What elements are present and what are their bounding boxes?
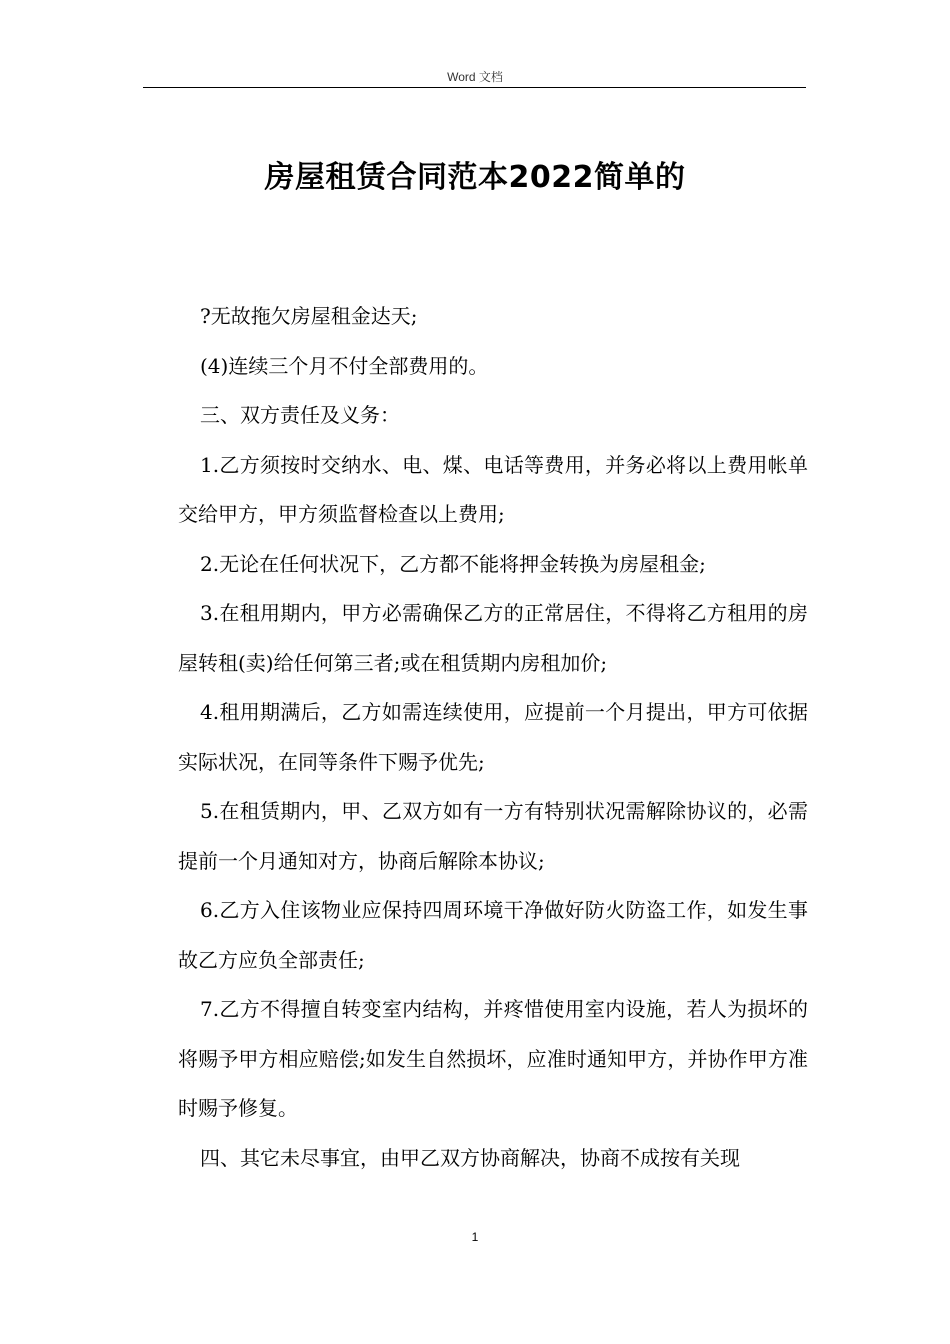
paragraph: (4)连续三个月不付全部费用的。 [200, 353, 489, 378]
header-divider [143, 87, 806, 88]
paragraph: 6.乙方入住该物业应保持四周环境干净做好防火防盗工作，如发生事故乙方应负全部责任; [178, 898, 808, 972]
page-number: 1 [471, 1230, 479, 1244]
page-header: Word 文档 [447, 70, 503, 84]
paragraph: 四、其它未尽事宜，由甲乙双方协商解决，协商不成按有关现 [200, 1145, 740, 1170]
paragraph: 4.租用期满后，乙方如需连续使用，应提前一个月提出，甲方可依据实际状况，在同等条件下赐予优先; [178, 700, 808, 774]
paragraph: 3.在租用期内，甲方必需确保乙方的正常居住，不得将乙方租用的房屋转租(卖)给任何第三者;或在租赁期内房租加价; [178, 601, 808, 675]
paragraph: 5.在租赁期内，甲、乙双方如有一方有特别状况需解除协议的，必需提前一个月通知对方，协商后解除本协议; [178, 799, 808, 873]
paragraph: ?无故拖欠房屋租金达天; [200, 304, 418, 328]
paragraph: 7.乙方不得擅自转变室内结构，并疼惜使用室内设施，若人为损坏的将赐予甲方相应赔偿;如发生自然损坏，应准时通知甲方，并协作甲方准时赐予修复。 [178, 997, 808, 1120]
document-body [178, 292, 808, 1183]
paragraph: 三、双方责任及义务： [200, 403, 400, 427]
document-title: 房屋租赁合同范本2022简单的 [264, 160, 686, 195]
paragraph: 1.乙方须按时交纳水、电、煤、电话等费用，并务必将以上费用帐单交给甲方，甲方须监督检查以上费用; [178, 452, 808, 526]
paragraph: 2.无论在任何状况下，乙方都不能将押金转换为房屋租金; [200, 551, 706, 576]
